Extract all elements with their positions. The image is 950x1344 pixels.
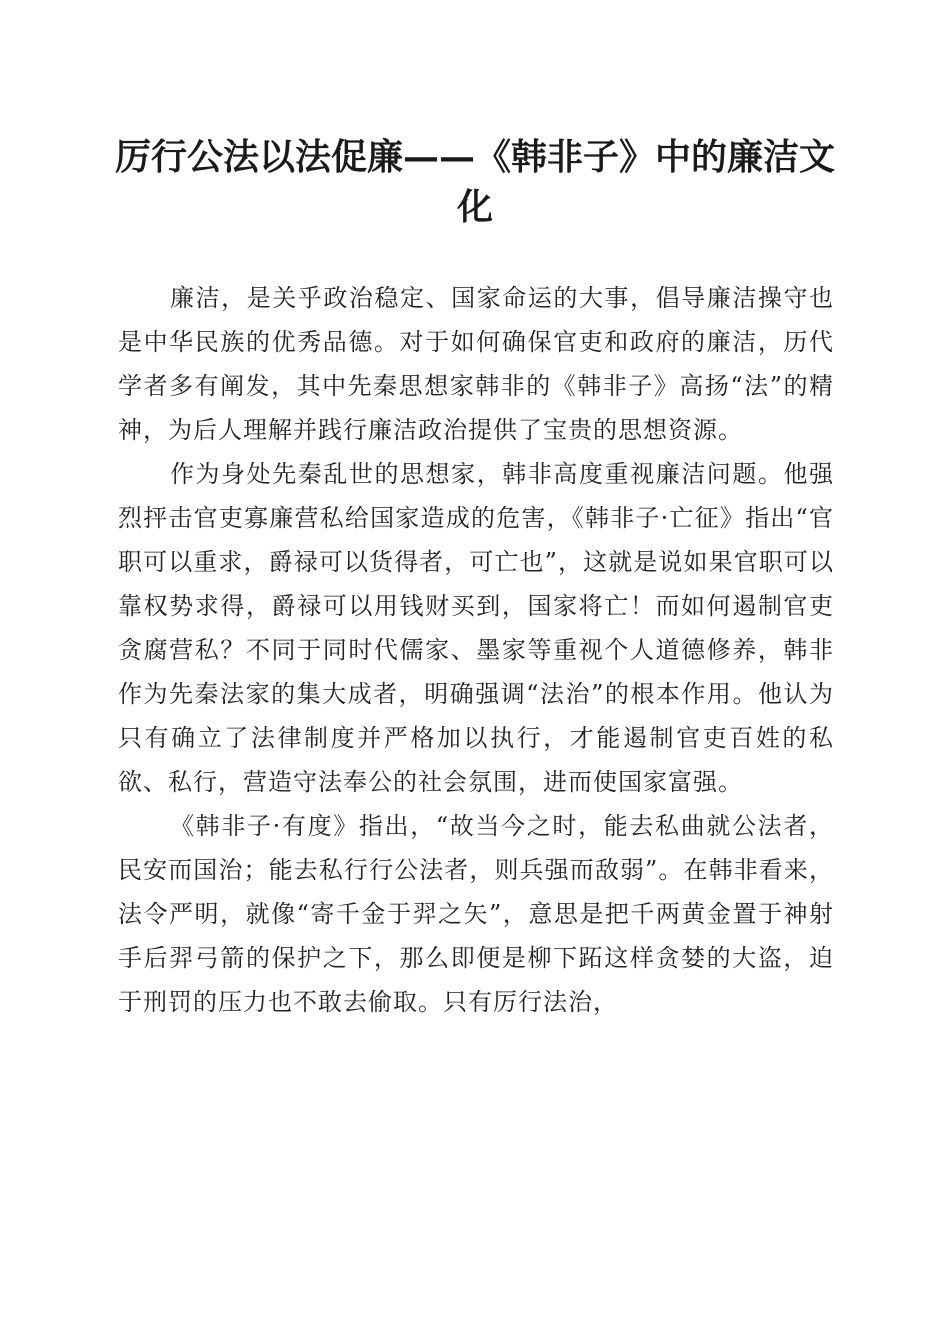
paragraph-1: 廉洁，是关乎政治稳定、国家命运的大事，倡导廉洁操守也是中华民族的优秀品德。对于如何确保官吏和政府的廉洁，历代学者多有阐发，其中先秦思想家韩非的《韩非子》高扬“法”的精神，为后人理解并践行廉洁政治提供了宝贵的思想资源。 [118, 284, 834, 444]
paragraph-2: 作为身处先秦乱世的思想家，韩非高度重视廉洁问题。他强烈抨击官吏寡廉营私给国家造成的危害，《韩非子·亡征》指出“官职可以重求，爵禄可以货得者，可亡也”，这就是说如果官职可以靠权势求得，爵禄可以用钱财买到，国家将亡！而如何遏制官吏贪腐营私？不同于同时代儒家、墨家等重视个人道德修养，韩非作为先秦法家的集大成者，明确强调“法治”的根本作用。他认为只有确立了法律制度并严格加以执行，才能遏制官吏百姓的私欲、私行，营造守法奉公的社会氛围，进而使国家富强。 [118, 460, 834, 796]
document-title: 厉行公法以法促廉——《韩非子》中的廉洁文化 [114, 136, 835, 228]
document-body [118, 276, 834, 1024]
paragraph-3: 《韩非子·有度》指出，“故当今之时，能去私曲就公法者，民安而国治；能去私行行公法者，则兵强而敌弱”。在韩非看来，法令严明，就像“寄千金于羿之矢”，意思是把千两黄金置于神射手后羿弓箭的保护之下，那么即便是柳下跖这样贪婪的大盗，迫于刑罚的压力也不敢去偷取。只有厉行法治， [118, 812, 834, 1016]
